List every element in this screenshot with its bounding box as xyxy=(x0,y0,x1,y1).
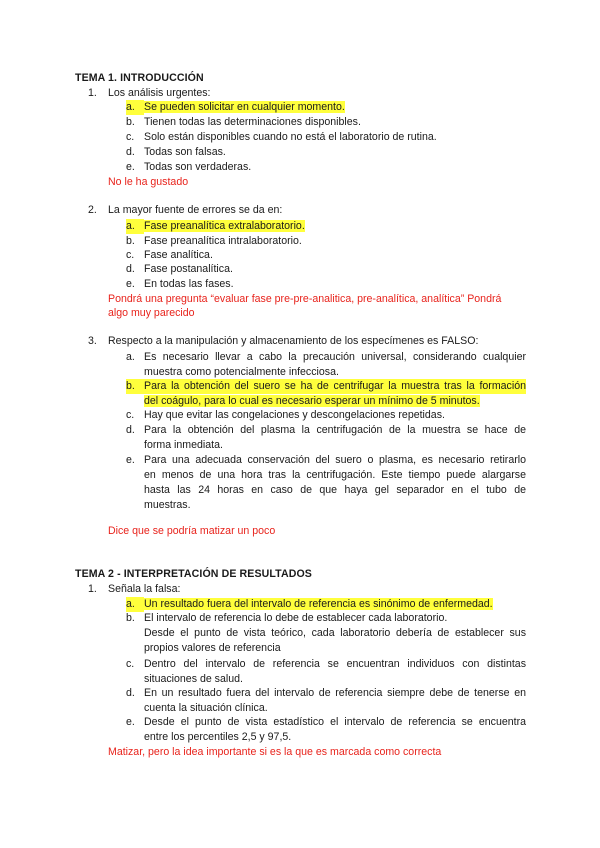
option-item xyxy=(126,277,526,292)
option-item xyxy=(126,130,526,145)
option-text: Hay que evitar las congelaciones y descongelaciones repetidas. xyxy=(144,409,445,421)
question-number: 2. xyxy=(88,204,97,216)
option-item xyxy=(126,219,526,234)
option-letter: a. xyxy=(126,597,144,612)
option-item xyxy=(126,115,526,130)
option-text-line: Es necesario llevar a cabo la precaución universal, considerando cualquier xyxy=(144,351,526,363)
option-letter: e. xyxy=(126,278,135,290)
option-item xyxy=(126,611,526,656)
option-text: Solo están disponibles cuando no está el laboratorio de rutina. xyxy=(144,131,437,143)
tema2-heading: TEMA 2 - INTERPRETACIÓN DE RESULTADOS xyxy=(75,568,312,580)
option-item xyxy=(126,350,526,380)
question-text: Señala la falsa: xyxy=(108,583,181,595)
option-text-highlighted: Para la obtención del suero se ha de centrifugar la muestra tras la formación xyxy=(144,380,526,392)
option-text-line: forma inmediata. xyxy=(144,439,223,451)
option-text-line: En un resultado fuera del intervalo de referencia siempre debe de tenerse en xyxy=(144,687,526,699)
option-text: Fase analítica. xyxy=(144,249,213,261)
option-item xyxy=(126,686,526,716)
option-text-line: hasta las 24 horas en caso de que haya gel separador en el tubo de xyxy=(144,484,526,496)
option-text: Tienen todas las determinaciones disponibles. xyxy=(144,116,361,128)
option-text: Todas son falsas. xyxy=(144,146,226,158)
option-item xyxy=(126,715,526,745)
question-text: Respecto a la manipulación y almacenamiento de los especímenes es FALSO: xyxy=(108,335,479,347)
option-text-line: muestra como potencialmente infecciosa. xyxy=(144,366,339,378)
option-letter: d. xyxy=(126,146,135,158)
option-text: Fase postanalítica. xyxy=(144,263,233,275)
option-text-line: cuenta la situación clínica. xyxy=(144,702,268,714)
option-text-line: Para una adecuada conservación del suero o plasma, es necesario retirarlo xyxy=(144,454,526,466)
teacher-comment: No le ha gustado xyxy=(108,176,189,188)
option-text-highlighted: Fase preanalítica extralaboratorio. xyxy=(144,220,305,232)
option-letter: e. xyxy=(126,454,135,466)
option-letter: d. xyxy=(126,687,135,699)
option-text-highlighted: del coágulo, para lo cual es necesario esperar un mínimo de 5 minutos. xyxy=(144,395,480,407)
option-letter: c. xyxy=(126,409,135,421)
option-text-line: Dentro del intervalo de referencia se encuentran individuos con distintas xyxy=(144,658,526,670)
option-text-line: Para la obtención del plasma la centrifugación de la muestra se hace de xyxy=(144,424,526,436)
tema1-heading: TEMA 1. INTRODUCCIÓN xyxy=(75,72,204,84)
question-text: La mayor fuente de errores se da en: xyxy=(108,204,283,216)
option-letter: b. xyxy=(126,379,144,394)
option-item xyxy=(126,423,526,453)
option-letter: a. xyxy=(126,219,144,234)
teacher-comment: Dice que se podría matizar un poco xyxy=(108,525,276,537)
option-letter: e. xyxy=(126,161,135,173)
question-number: 1. xyxy=(88,583,97,595)
option-letter: d. xyxy=(126,424,135,436)
option-item xyxy=(126,453,526,513)
teacher-comment: Pondrá una pregunta “evaluar fase pre-pre-analitica, pre-analítica, analítica” Pondrá xyxy=(108,293,502,305)
option-item xyxy=(126,657,526,687)
option-item xyxy=(126,248,526,263)
option-text-highlighted: Se pueden solicitar en cualquier momento. xyxy=(144,101,345,113)
option-letter: c. xyxy=(126,131,135,143)
option-text: Todas son verdaderas. xyxy=(144,161,252,173)
teacher-comment: algo muy parecido xyxy=(108,307,195,319)
option-item xyxy=(126,379,526,409)
option-item xyxy=(126,234,526,249)
option-text-line: propios valores de referencia xyxy=(144,642,281,654)
option-item xyxy=(126,145,526,160)
teacher-comment: Matizar, pero la idea importante si es la que es marcada como correcta xyxy=(108,746,442,758)
question-text: Los análisis urgentes: xyxy=(108,87,211,99)
option-letter: c. xyxy=(126,249,135,261)
option-item xyxy=(126,262,526,277)
option-letter: e. xyxy=(126,716,135,728)
question-number: 1. xyxy=(88,87,97,99)
option-text-line: en menos de una hora tras la centrifugación. Este tiempo puede alargarse xyxy=(144,469,526,481)
option-text-highlighted: Un resultado fuera del intervalo de referencia es sinónimo de enfermedad. xyxy=(144,598,493,610)
option-text: En todas las fases. xyxy=(144,278,234,290)
option-letter: d. xyxy=(126,263,135,275)
option-text-line: entre los percentiles 2,5 y 97,5. xyxy=(144,731,292,743)
option-text-line: muestras. xyxy=(144,499,191,511)
question-number: 3. xyxy=(88,335,97,347)
option-letter: b. xyxy=(126,235,135,247)
option-letter: b. xyxy=(126,612,135,624)
option-letter: a. xyxy=(126,351,135,363)
option-text-line: Desde el punto de vista teórico, cada laboratorio debería de establecer sus xyxy=(144,627,526,639)
option-text: Fase preanalítica intralaboratorio. xyxy=(144,235,302,247)
option-letter: c. xyxy=(126,658,135,670)
option-text-line: Desde el punto de vista estadístico el intervalo de referencia se encuentra xyxy=(144,716,526,728)
option-text-line: situaciones de salud. xyxy=(144,673,243,685)
option-item xyxy=(126,100,526,115)
option-letter: b. xyxy=(126,116,135,128)
option-item xyxy=(126,597,526,612)
option-letter: a. xyxy=(126,100,144,115)
option-item xyxy=(126,160,526,175)
option-text-line: El intervalo de referencia lo debe de establecer cada laboratorio. xyxy=(144,612,448,624)
option-item xyxy=(126,408,526,423)
